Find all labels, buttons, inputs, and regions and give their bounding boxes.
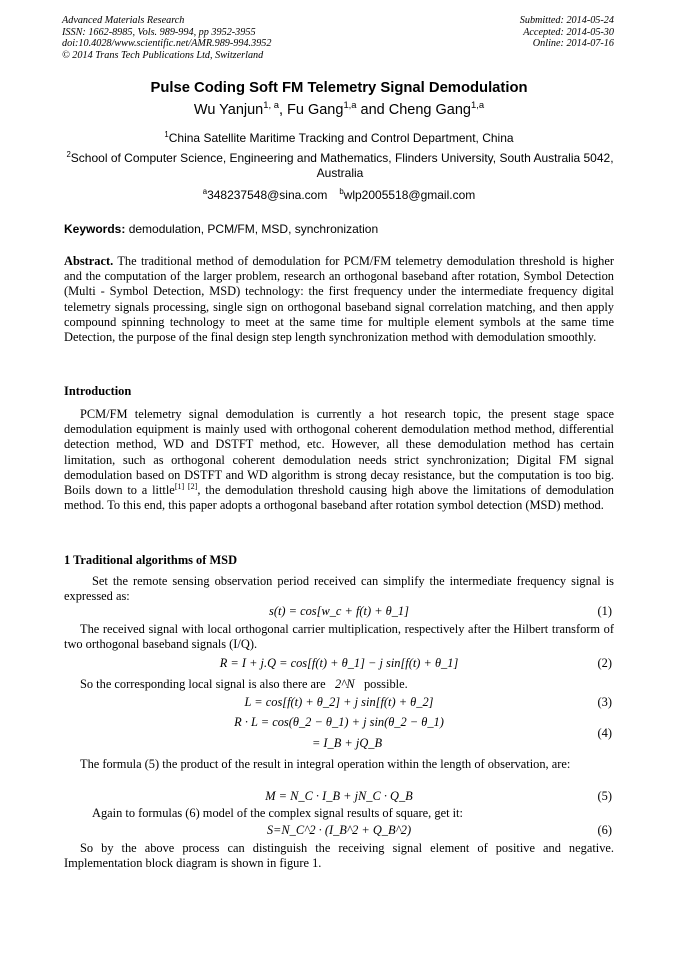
section-heading-introduction: Introduction	[64, 384, 132, 398]
section1-paragraph-5: Again to formulas (6) model of the complex signal results of square, get it:	[92, 806, 463, 820]
equation-5	[64, 789, 614, 805]
email-address: 348237548@sina.com	[207, 188, 328, 202]
doi-line: doi:10.4028/www.scientific.net/AMR.989-994.3952	[62, 38, 272, 49]
keywords	[64, 222, 378, 236]
affiliation-mark: 1	[164, 129, 169, 139]
equation-4	[64, 715, 614, 755]
author-affiliation-mark: 1,a	[471, 98, 485, 110]
author-list	[0, 98, 678, 118]
journal-info	[62, 15, 271, 61]
email-address: wlp2005518@gmail.com	[343, 188, 476, 202]
equation-formula: s(t) = cos[w_c + f(t) + θ_1]	[269, 604, 409, 618]
affiliation-mark: 2	[66, 149, 71, 159]
equation-2	[64, 656, 614, 672]
email-mark: b	[339, 186, 344, 196]
citation-refs: [1] [2]	[174, 481, 198, 491]
abstract	[64, 254, 614, 345]
equation-formula-line-2: = I_B + jQ_B	[311, 736, 383, 750]
equation-1	[64, 604, 614, 620]
abstract-text: The traditional method of demodulation for PCM/FM telemetry demodulation threshold is higher and the computation of the larger problem, research an orthogonal baseband after rotation, Symbol Detection (Multi - Symbol Detection, MSD) technology: the first frequency under the intermediate frequency digital telemetry signals processing, single sign on orthogonal baseband signal correlation matching, and then apply compound spinning technology to meet at the same time for multiple element symbols at the same time Detection, the purpose of the final design step length synchronization method with demodulation smoothly.	[64, 254, 614, 345]
equation-formula-line-1: R · L = cos(θ_2 − θ_1) + j sin(θ_2 − θ_1)	[234, 715, 444, 729]
author-affiliation-mark: 1,a	[343, 98, 357, 110]
journal-name: Advanced Materials Research	[62, 15, 185, 26]
affiliation-text: School of Computer Science, Engineering and Mathematics, Flinders University, South Australia 5042, Australia	[70, 151, 614, 180]
equation-formula: M = N_C · I_B + jN_C · Q_B	[265, 789, 413, 803]
affiliation-1	[0, 131, 678, 146]
equation-number: (2)	[597, 656, 612, 670]
dates-info	[520, 15, 614, 50]
inline-math: 2^N	[334, 677, 355, 691]
paragraph-text: possible.	[363, 677, 408, 691]
keywords-label: Keywords:	[64, 222, 126, 236]
paper-title: Pulse Coding Soft FM Telemetry Signal Demodulation	[150, 80, 528, 96]
equation-formula: R = I + j.Q = cos[f(t) + θ_1] − j sin[f(t) + θ_1]	[219, 656, 459, 670]
equation-number: (6)	[597, 823, 612, 837]
author-name: Cheng Gang	[388, 102, 471, 118]
author-separator: and	[356, 102, 389, 118]
equation-formula: L = cos[f(t) + θ_2] + j sin[f(t) + θ_2]	[244, 695, 434, 709]
copyright-line: © 2014 Trans Tech Publications Ltd, Switzerland	[62, 49, 264, 61]
accepted-date: Accepted: 2014-05-30	[523, 26, 614, 38]
paragraph-text: So the corresponding local signal is also there are	[80, 677, 326, 691]
affiliation-2	[64, 151, 616, 181]
intro-text: PCM/FM telemetry signal demodulation is currently a hot research topic, the present stage space demodulation equipment is mainly used with orthogonal coherent demodulation method method, differential detection method, WD and DSTFT method, etc. However, all these demodulation method has certain limitation, such as orthogonal coherent demodulation needs strict synchronization; Digital FM signal demodulation based on DSTFT and WD algorithm is strong decay resistance, but the computation is too big. Boils down to a little	[64, 407, 614, 498]
section1-paragraph-3	[80, 677, 408, 692]
keywords-text: demodulation, PCM/FM, MSD, synchronization	[125, 222, 379, 236]
section1-paragraph-1: Set the remote sensing observation period received can simplify the intermediate frequency signal is expressed as:	[64, 574, 614, 604]
equation-number: (5)	[597, 789, 612, 803]
equation-formula: S=N_C^2 · (I_B^2 + Q_B^2)	[266, 823, 412, 837]
author-name: Fu Gang	[287, 102, 344, 118]
introduction-paragraph	[64, 407, 614, 513]
equation-3	[64, 695, 614, 711]
equation-number: (3)	[597, 695, 612, 709]
submitted-date: Submitted: 2014-05-24	[519, 15, 614, 26]
section-heading-1: 1 Traditional algorithms of MSD	[64, 553, 238, 567]
equation-number: (4)	[597, 726, 612, 740]
email-mark: a	[202, 186, 208, 196]
author-name: Wu Yanjun	[193, 102, 264, 118]
section1-paragraph-4: The formula (5) the product of the result in integral operation within the length of observation, are:	[80, 757, 571, 771]
issn-line: ISSN: 1662-8985, Vols. 989-994, pp 3952-3955	[62, 26, 256, 38]
author-separator: ,	[278, 102, 288, 118]
author-affiliation-mark: 1, a	[263, 98, 279, 110]
equation-number: (1)	[597, 604, 612, 618]
abstract-label: Abstract.	[64, 254, 114, 268]
email-line	[0, 188, 678, 203]
equation-6	[64, 823, 614, 839]
section1-paragraph-6: So by the above process can distinguish the receiving signal element of positive and negative. Implementation block diagram is shown in figure 1.	[64, 841, 614, 871]
section1-paragraph-2: The received signal with local orthogonal carrier multiplication, respectively after the Hilbert transform of two orthogonal baseband signals (I/Q).	[64, 622, 614, 652]
affiliation-text: China Satellite Maritime Tracking and Control Department, China	[168, 131, 514, 145]
intro-text: , the demodulation threshold causing high above the limitations of demodulation method. To this end, this paper adopts a orthogonal baseband after rotation symbol detection (MSD) method.	[64, 483, 614, 513]
online-date: Online: 2014-07-16	[532, 38, 614, 49]
